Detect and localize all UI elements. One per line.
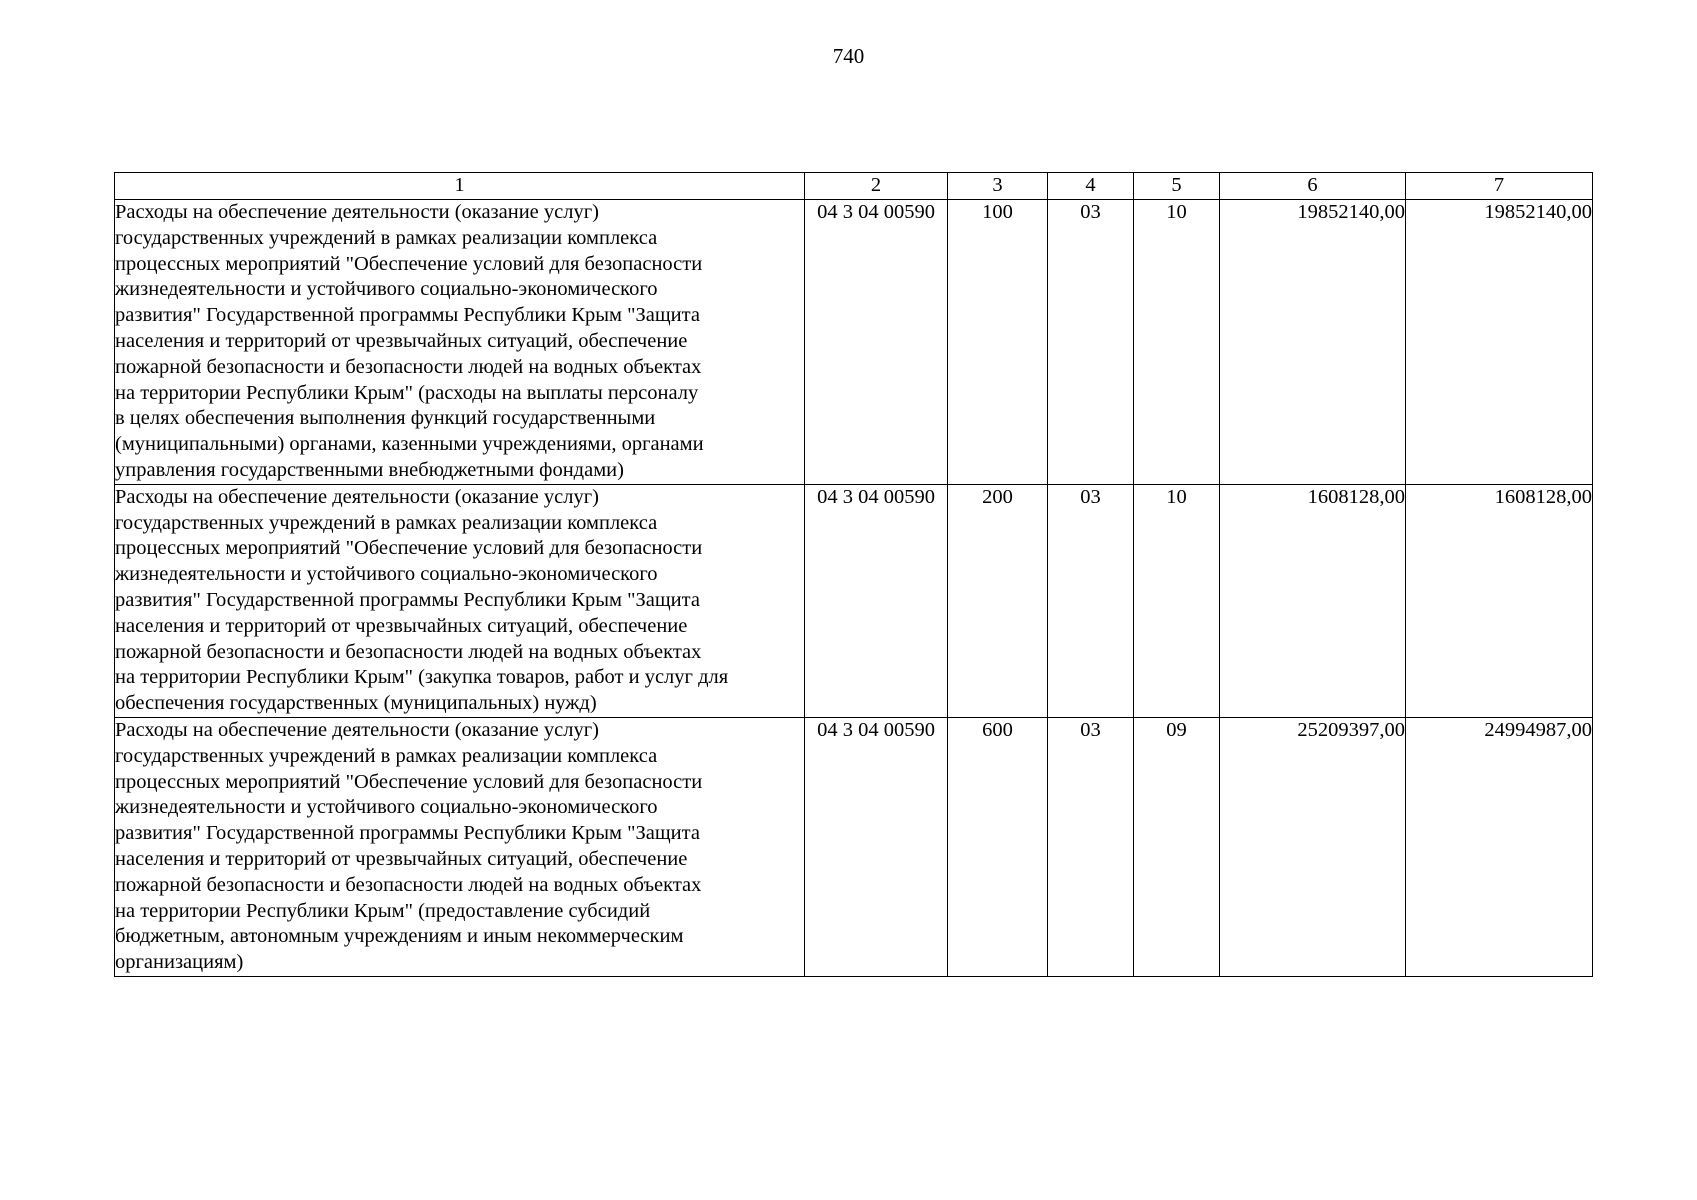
- amount-column-6: 25209397,00: [1220, 717, 1406, 976]
- target-code: 04 3 04 00590: [805, 200, 948, 485]
- section-code: 03: [1048, 717, 1134, 976]
- amount-column-6: 19852140,00: [1220, 200, 1406, 485]
- column-header-3: 3: [948, 173, 1048, 200]
- subsection-code: 10: [1134, 484, 1220, 717]
- table-row: [115, 484, 1593, 717]
- target-code: 04 3 04 00590: [805, 484, 948, 717]
- subsection-code: 10: [1134, 200, 1220, 485]
- header-row: [115, 173, 1593, 200]
- column-header-5: 5: [1134, 173, 1220, 200]
- column-header-7: 7: [1406, 173, 1593, 200]
- column-header-1: 1: [115, 173, 805, 200]
- amount-column-7: 19852140,00: [1406, 200, 1593, 485]
- expense-description: Расходы на обеспечение деятельности (оказание услуг) государственных учреждений в рамках реализации комплекса процессных мероприятий "Обеспечение условий для безопасности жизнедеятельности и устойчивого социально-экономического развития" Государственной программы Республики Крым "Защита населения и территорий от чрезвычайных ситуаций, обеспечение пожарной безопасности и безопасности людей на водных объектах на территории Республики Крым" (предоставление субсидий бюджетным, автономным учреждениям и иным некоммерческим организациям): [115, 717, 805, 976]
- section-code: 03: [1048, 484, 1134, 717]
- expense-type-code: 100: [948, 200, 1048, 485]
- column-header-2: 2: [805, 173, 948, 200]
- section-code: 03: [1048, 200, 1134, 485]
- target-code: 04 3 04 00590: [805, 717, 948, 976]
- column-header-4: 4: [1048, 173, 1134, 200]
- expense-type-code: 600: [948, 717, 1048, 976]
- expense-description: Расходы на обеспечение деятельности (оказание услуг) государственных учреждений в рамках реализации комплекса процессных мероприятий "Обеспечение условий для безопасности жизнедеятельности и устойчивого социально-экономического развития" Государственной программы Республики Крым "Защита населения и территорий от чрезвычайных ситуаций, обеспечение пожарной безопасности и безопасности людей на водных объектах на территории Республики Крым" (расходы на выплаты персоналу в целях обеспечения выполнения функций государственными (муниципальными) органами, казенными учреждениями, органами управления государственными внебюджетными фондами): [115, 200, 805, 485]
- expense-type-code: 200: [948, 484, 1048, 717]
- budget-table: [114, 172, 1593, 977]
- column-header-6: 6: [1220, 173, 1406, 200]
- subsection-code: 09: [1134, 717, 1220, 976]
- amount-column-6: 1608128,00: [1220, 484, 1406, 717]
- amount-column-7: 1608128,00: [1406, 484, 1593, 717]
- table-row: [115, 200, 1593, 485]
- page-number: 740: [832, 44, 865, 68]
- table-row: [115, 717, 1593, 976]
- expense-description: Расходы на обеспечение деятельности (оказание услуг) государственных учреждений в рамках реализации комплекса процессных мероприятий "Обеспечение условий для безопасности жизнедеятельности и устойчивого социально-экономического развития" Государственной программы Республики Крым "Защита населения и территорий от чрезвычайных ситуаций, обеспечение пожарной безопасности и безопасности людей на водных объектах на территории Республики Крым" (закупка товаров, работ и услуг для обеспечения государственных (муниципальных) нужд): [115, 484, 805, 717]
- amount-column-7: 24994987,00: [1406, 717, 1593, 976]
